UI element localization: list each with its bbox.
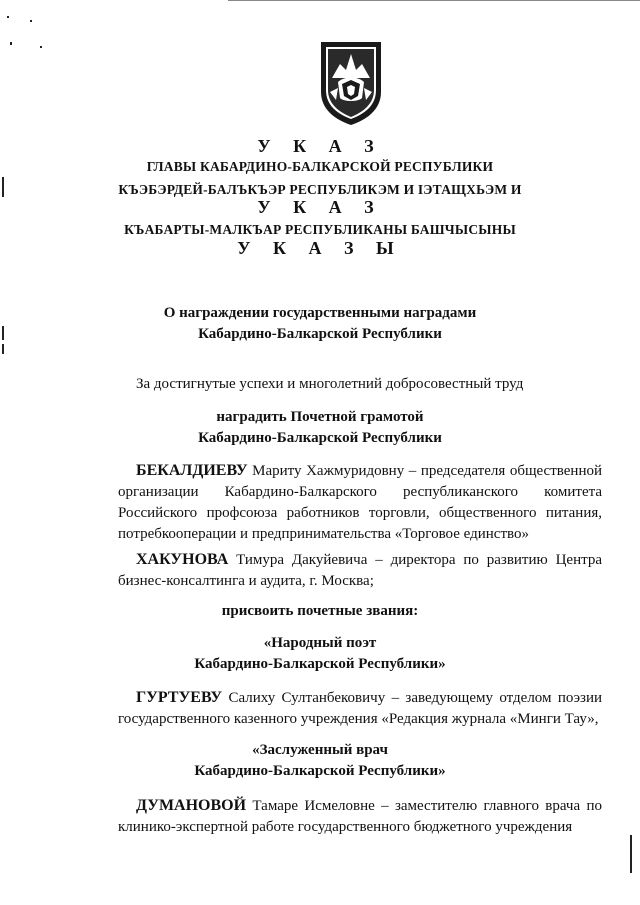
person1-paragraph [118, 460, 602, 545]
title-ru-heading: ГЛАВЫ КАБАРДИНО-БАЛКАРСКОЙ РЕСПУБЛИКИ [146, 159, 494, 174]
coat-of-arms-icon [318, 40, 384, 126]
scan-bar-left [2, 344, 4, 354]
decree-title-line1: О награждении государственными наградами [163, 305, 477, 321]
section2-heading: присвоить почетные звания: [221, 603, 419, 619]
title-kbd-heading: КЪЭБЭРДЕЙ-БАЛЪКЪЭР РЕСПУБЛИКЭМ И ІЭТАЩХЬЭМ И [118, 182, 522, 197]
decree-title-line2: Кабардино-Балкарской Республики [198, 326, 442, 342]
honorary-title-a-line1: «Народный поэт [263, 635, 377, 651]
person4-text: Тамаре Исмеловне – заместителю главного врача по клинико-экспертной работе государственного бюджетного учреждения [118, 798, 602, 835]
section1-heading-line2: Кабардино-Балкарской Республики [198, 430, 442, 446]
person3-text: Салиху Султанбековичу – заведующему отделом поэзии государственного казенного учреждения «Редакция журнала «Минги Тау», [118, 690, 602, 727]
scan-dot [30, 20, 32, 22]
ukaz-ru-heading: У К А З [257, 136, 383, 156]
scan-bar-right [630, 835, 632, 873]
honorary-title-a-line2: Кабардино-Балкарской Республики» [194, 656, 446, 672]
honorary-title-b-line2: Кабардино-Балкарской Республики» [194, 763, 446, 779]
scan-line-top [228, 0, 640, 1]
honorary-title-b-line1: «Заслуженный врач [252, 742, 388, 758]
title-krc-heading: КЪАБАРТЫ-МАЛКЪАР РЕСПУБЛИКАНЫ БАШЧЫСЫНЫ [124, 222, 516, 237]
ukaz-krc-heading: У К А З Ы [237, 238, 403, 258]
intro-text: За достигнутые успехи и многолетний добросовестный труд [136, 376, 524, 392]
person1-name: БЕКАЛДИЕВУ [136, 462, 248, 479]
person2-name: ХАКУНОВА [136, 551, 229, 568]
ukaz-kbd-heading: У К А З [257, 197, 383, 217]
scan-dot [10, 42, 12, 45]
person3-paragraph [118, 687, 602, 730]
scan-dot [7, 16, 9, 18]
person4-paragraph [118, 795, 602, 838]
person2-text: Тимура Дакуйевича – директора по развитию Центра бизнес-консалтинга и аудита, г. Москва; [118, 552, 602, 589]
person2-paragraph [118, 549, 602, 592]
person1-text: Мариту Хажмуридовну – председателя общественной организации Кабардино-Балкарского республиканского комитета Российского профсоюза работников торговли, общественного питания, потребкооперации и предпринимательства «Торговое единство» [118, 463, 602, 542]
section1-heading-line1: наградить Почетной грамотой [216, 409, 424, 425]
person3-name: ГУРТУЕВУ [136, 689, 223, 706]
scan-dot [40, 46, 42, 48]
person4-name: ДУМАНОВОЙ [136, 797, 247, 814]
